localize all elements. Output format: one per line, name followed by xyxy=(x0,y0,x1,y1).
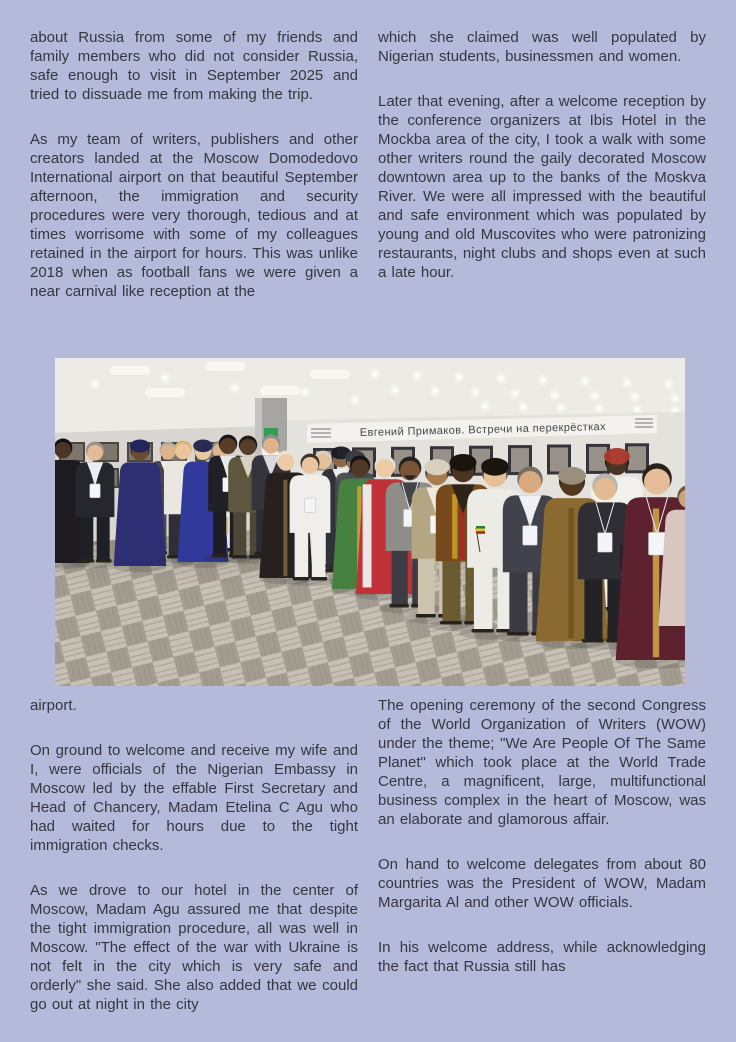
paragraph: In his welcome address, while acknowledging the fact that Russia still has xyxy=(378,939,706,975)
hat xyxy=(193,440,213,453)
top-text-columns xyxy=(30,28,706,301)
conference-badge xyxy=(523,526,538,545)
paragraph: which she claimed was well populated by Nigerian students, businessmen and women. xyxy=(378,29,706,65)
conference-badge xyxy=(649,532,666,555)
paragraph: Later that evening, after a welcome reception by the conference organizers at Ibis Hotel in the Mockba area of the city, I took a walk with some other writers round the gaily decorated Moscow downtown area up to the banks of the Moskva River. We were all impressed with the beautiful and safe environment which was populated by young and old Muscovites who were patronizing restaurants, night clubs and shops even at such a late hour. xyxy=(378,93,706,281)
column-bottom-left xyxy=(30,696,358,1014)
hat xyxy=(604,448,630,465)
paragraph: As we drove to our hotel in the center of Moscow, Madam Agu assured me that despite the tight immigration procedure, all was well in Moscow. "The effect of the war with Ukraine is not felt in the city which is very safe and orderly" she said. She also added that we could go out at night in the city xyxy=(30,882,358,1013)
group-photo xyxy=(55,358,685,686)
conference-badge xyxy=(305,498,316,513)
column-bottom-right xyxy=(378,696,706,1014)
paragraph: On ground to welcome and receive my wife and I, were officials of the Nigerian Embassy in Moscow led by the effable First Secretary and Head of Chancery, Madam Etelina C Agu who had waited for hours due to the tight immigration checks. xyxy=(30,742,358,854)
hat xyxy=(450,454,477,471)
bottom-text-columns xyxy=(30,696,706,1014)
paragraph: about Russia from some of my friends and family members who did not consider Russia, safe enough to visit in September 2025 and tried to dissuade me from making the trip. xyxy=(30,29,358,103)
paragraph: airport. xyxy=(30,697,77,714)
column-top-left xyxy=(30,28,358,301)
paragraph: As my team of writers, publishers and other creators landed at the Moscow Domodedovo International airport on that beautiful September afternoon, the immigration and security procedures were very thorough, tedious and at times worrisome with some of my colleagues retained in the airport for hours. This was unlike 2018 when as football fans we were given a near carnival like reception at the xyxy=(30,131,358,300)
paragraph: The opening ceremony of the second Congress of the World Organization of Writers (WOW) under the theme; "We Are People Of The Same Planet" which took place at the World Trade Centre, a magnificent, large, multifunctional business complex in the heart of Moscow, was an elaborate and glamorous affair. xyxy=(378,697,706,828)
wall-banner-text: Евгений Примаков. Встречи на перекрёстках xyxy=(359,420,607,440)
hat xyxy=(130,440,150,453)
paragraph: On hand to welcome delegates from about 80 countries was the President of WOW, Madam Margarita Al and other WOW officials. xyxy=(378,856,706,911)
column-top-right xyxy=(378,28,706,301)
group-photo-illustration xyxy=(55,358,685,686)
conference-badge xyxy=(90,484,100,498)
hat xyxy=(481,458,509,476)
hat xyxy=(558,467,586,485)
conference-badge xyxy=(598,533,613,552)
hat xyxy=(424,459,449,475)
